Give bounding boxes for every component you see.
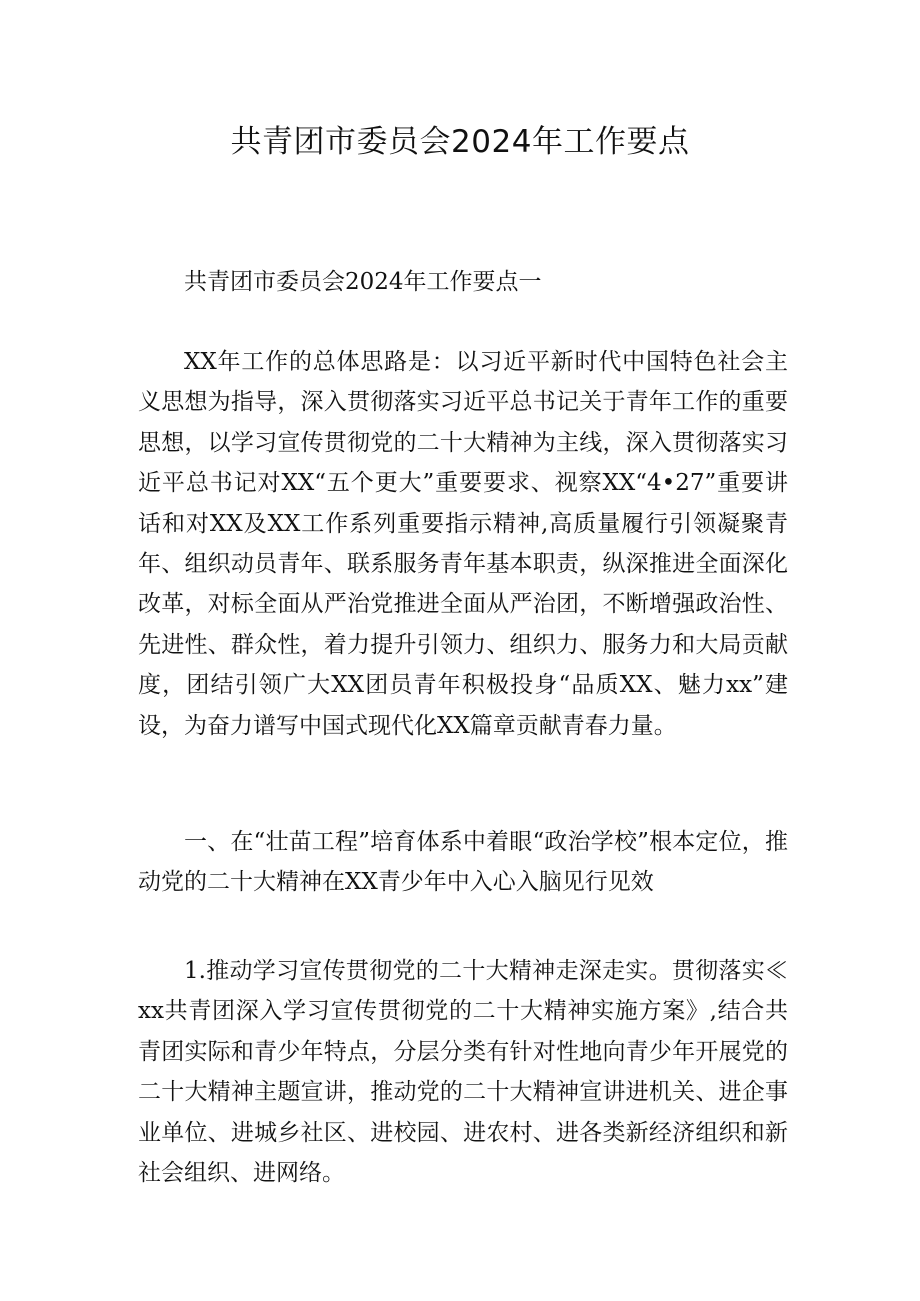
overview-paragraph: XX年工作的总体思路是：以习近平新时代中国特色社会主义思想为指导，深入贯彻落实习近平总书记关于青年工作的重要思想，以学习宣传贯彻党的二十大精神为主线，深入贯彻落实习近平总书记对XX“五个更大”重要要求、视察XX“4•27”重要讲话和对XX及XX工作系列重要指示精神,高质量履行引领凝聚青年、组织动员青年、联系服务青年基本职责，纵深推进全面深化改革，对标全面从严治党推进全面从严治团，不断增强政治性、先进性、群众性，着力提升引领力、组织力、服务力和大局贡献度，团结引领广大XX团员青年积极投身“品质XX、魅力xx”建设，为奋力谱写中国式现代化XX篇章贡献青春力量。 [138,349,788,739]
document-subtitle: 共青团市委员会2024年工作要点一 [184,269,542,295]
document-title: 共青团市委员会2024年工作要点 [230,124,690,160]
item-paragraph-1: 1.推动学习宣传贯彻党的二十大精神走深走实。贯彻落实≪xx共青团深入学习宣传贯彻党的二十大精神实施方案》,结合共青团实际和青少年特点，分层分类有针对性地向青少年开展党的二十大精神主题宣讲，推动党的二十大精神宣讲进机关、进企事业单位、进城乡社区、进校园、进农村、进各类新经济组织和新社会组织、进网络。 [138,958,788,1187]
section-heading-1: 一、在“壮苗工程”培育体系中着眼“政治学校”根本定位，推动党的二十大精神在XX青少年中入心入脑见行见效 [138,829,788,896]
